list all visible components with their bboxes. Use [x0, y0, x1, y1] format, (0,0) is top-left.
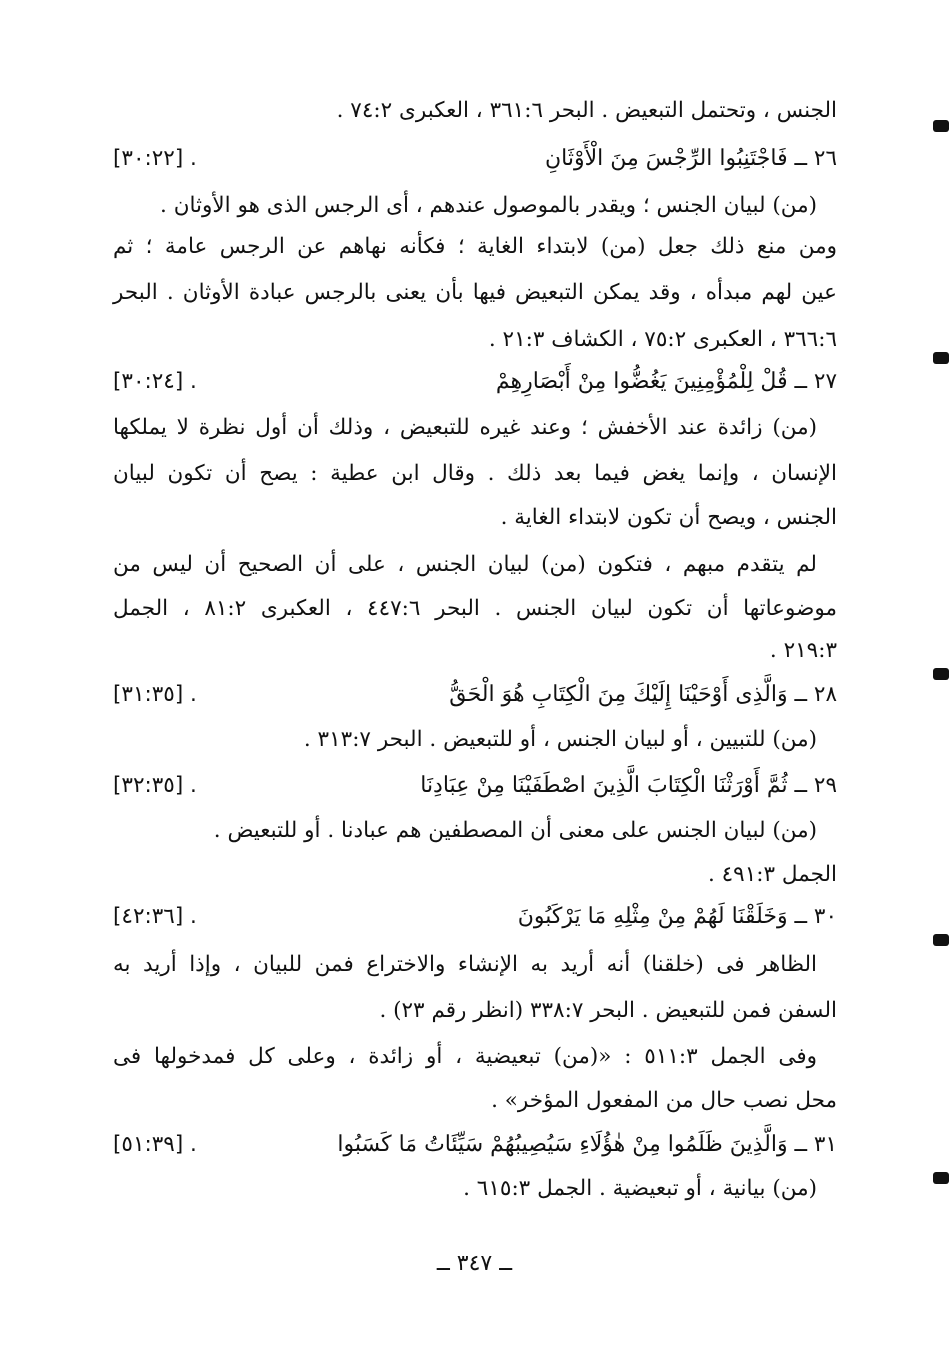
- verse-text: ثُمَّ أَوْرَثْنَا الْكِتَابَ الَّذِينَ اصْطَفَيْنَا مِنْ عِبَادِنَا: [420, 773, 788, 798]
- verse-text: فَاجْتَنِبُوا الرِّجْسَ مِنَ الْأَوْثَانِ: [545, 146, 788, 171]
- entry-heading-28: [113, 684, 837, 706]
- entry-number: ٢٨ ــ: [794, 682, 837, 707]
- text-line: (من) زائدة عند الأخفش ؛ وعند غيره للتبعيض ، وذلك أن أول نظرة لا يملكها: [113, 415, 817, 440]
- page-number: ــ ٣٤٧ ــ: [436, 1251, 513, 1276]
- verse-text: وَخَلَقْنَا لَهُمْ مِنْ مِثْلِهِ مَا يَرْكَبُونَ: [517, 904, 788, 929]
- text-line: (من) بيانية ، أو تبعيضية . الجمل ٦١٥:٣ .: [463, 1176, 817, 1201]
- binding-mark: [933, 668, 949, 680]
- text-line: وفى الجمل ٥١١:٣ : «(من) تبعيضية ، أو زائدة ، وعلى كل فمدخولها فى: [113, 1044, 817, 1069]
- text-line: لم يتقدم مبهم ، فتكون (من) لبيان الجنس ، على أن الصحيح أن ليس من: [113, 552, 817, 577]
- text-line: ٢١٩:٣ .: [769, 638, 837, 663]
- verse-text: قُلْ لِلْمُؤْمِنِينَ يَغُضُّوا مِنْ أَبْصَارِهِمْ: [495, 369, 788, 394]
- entry-heading-26: [113, 148, 837, 170]
- text-line: (من) للتبيين ، أو لبيان الجنس ، أو للتبعيض . البحر ٣١٣:٧ .: [303, 727, 817, 752]
- text-line: الإنسان ، وإنما يغض فيما بعد ذلك . وقال ابن عطية : يصح أن تكون لبيان: [113, 461, 837, 486]
- binding-mark: [933, 934, 949, 946]
- text-line: الجنس ، ويصح أن تكون لابتداء الغاية .: [500, 505, 837, 530]
- text-line: السفن فمن للتبعيض . البحر ٣٣٨:٧ (انظر رقم ٢٣) .: [379, 998, 837, 1023]
- verse-reference: [٥١:٣٩] .: [113, 1132, 197, 1157]
- text-line: (من) لبيان الجنس على معنى أن المصطفين هم عبادنا . أو للتبعيض .: [213, 818, 817, 843]
- entry-number: ٣١ ــ: [794, 1132, 837, 1157]
- text-line: (من) لبيان الجنس ؛ ويقدر بالموصول عندهم ، أى الرجس الذى هو الأوثان .: [160, 193, 817, 218]
- entry-number: ٢٩ ــ: [794, 773, 837, 798]
- text-line: الجمل ٤٩١:٣ .: [707, 862, 837, 887]
- entry-number: ٢٧ ــ: [794, 369, 837, 394]
- text-line: عين لهم مبدأه ، وقد يمكن التبعيض فيها بأن يعنى بالرجس عبادة الأوثان . البحر: [113, 280, 837, 305]
- verse-reference: [٣٠:٢٤] .: [113, 369, 197, 394]
- entry-heading-31: [113, 1134, 837, 1156]
- verse-reference: [٣٠:٢٢] .: [113, 146, 197, 171]
- text-line: الجنس ، وتحتمل التبعيض . البحر ٣٦١:٦ ، العكبرى ٧٤:٢ .: [336, 98, 837, 123]
- text-line: ومن منع ذلك جعل (من) لابتداء الغاية ؛ فكأنه نهاهم عن الرجس عامة ؛ ثم: [113, 234, 837, 259]
- text-line: ٣٦٦:٦ ، العكبرى ٧٥:٢ ، الكشاف ٢١:٣ .: [488, 327, 837, 352]
- entry-number: ٢٦ ــ: [794, 146, 837, 171]
- text-line: الظاهر فى (خلقنا) أنه أريد به الإنشاء والاختراع فمن للبيان ، وإذا أريد به: [113, 952, 817, 977]
- binding-mark: [933, 1172, 949, 1184]
- entry-heading-30: [113, 906, 837, 928]
- binding-mark: [933, 352, 949, 364]
- verse-reference: [٣١:٣٥] .: [113, 682, 197, 707]
- text-line: محل نصب حال من المفعول المؤخر» .: [491, 1088, 837, 1113]
- binding-mark: [933, 120, 949, 132]
- verse-text: وَالَّذِى أَوْحَيْنَا إِلَيْكَ مِنَ الْكِتَابِ هُوَ الْحَقُّ: [449, 682, 788, 707]
- text-line: موضوعاتها أن تكون لبيان الجنس . البحر ٤٤٧:٦ ، العكبرى ٨١:٢ ، الجمل: [113, 596, 837, 621]
- verse-text: وَالَّذِينَ ظَلَمُوا مِنْ هٰؤُلَاءِ سَيُصِيبُهُمْ سَيِّئَاتُ مَا كَسَبُوا: [337, 1132, 788, 1157]
- entry-number: ٣٠ ــ: [794, 904, 837, 929]
- verse-reference: [٣٢:٣٥] .: [113, 773, 197, 798]
- entry-heading-27: [113, 371, 837, 393]
- verse-reference: [٤٢:٣٦] .: [113, 904, 197, 929]
- entry-heading-29: [113, 775, 837, 797]
